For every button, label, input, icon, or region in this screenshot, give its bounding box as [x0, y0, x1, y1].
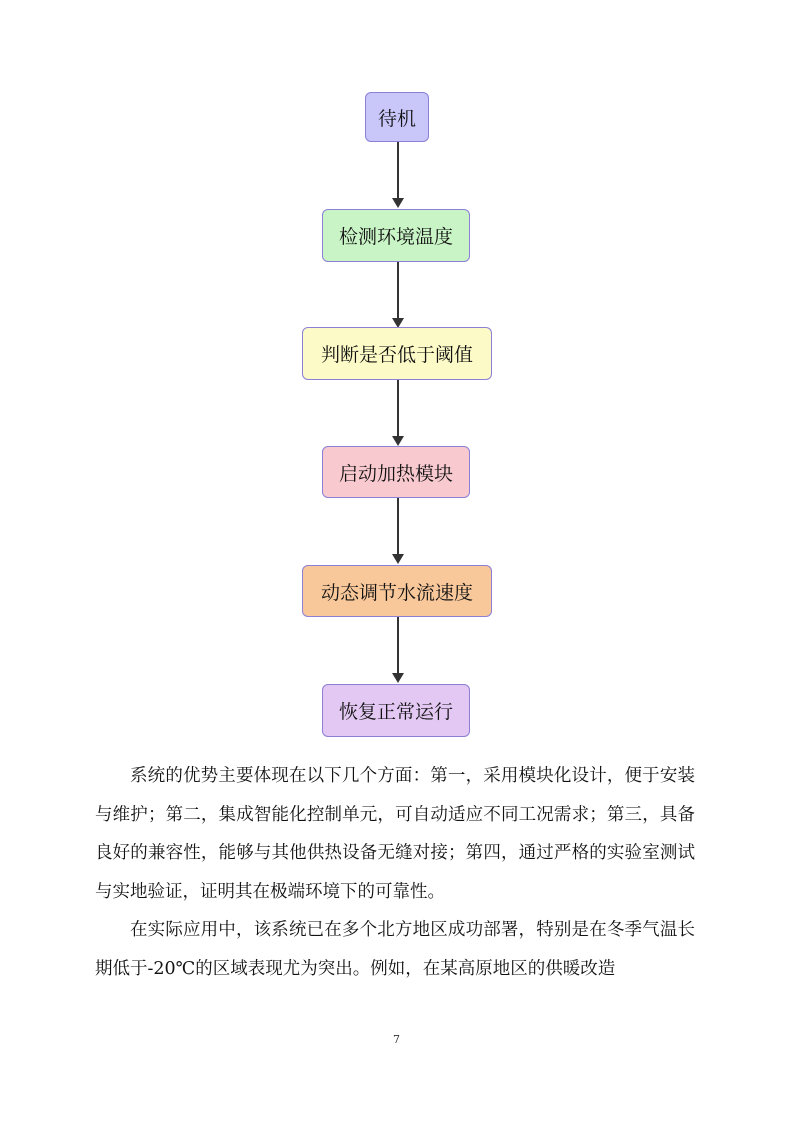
node-check-threshold: 判断是否低于阈值: [302, 327, 492, 380]
arrow-2: [397, 262, 399, 322]
arrow-4: [397, 498, 399, 558]
node-resume-normal: 恢复正常运行: [322, 684, 470, 737]
node-adjust-flow: 动态调节水流速度: [302, 565, 492, 617]
arrowhead-4: [392, 554, 404, 564]
arrow-1: [397, 142, 399, 202]
arrow-3: [397, 380, 399, 440]
arrowhead-3: [392, 436, 404, 446]
page-number: 7: [393, 1033, 400, 1046]
node-standby: 待机: [365, 92, 429, 142]
paragraph-application: 在实际应用中，该系统已在多个北方地区成功部署，特别是在冬季气温长期低于-20℃的区域表现尤为突出。例如，在某高原地区的供暖改造: [95, 920, 695, 979]
arrowhead-5: [392, 673, 404, 683]
node-start-heating: 启动加热模块: [322, 446, 470, 498]
paragraph-advantages: 系统的优势主要体现在以下几个方面：第一，采用模块化设计，便于安装与维护；第二，集成智能化控制单元，可自动适应不同工况需求；第三，具备良好的兼容性，能够与其他供热设备无缝对接；第四，通过严格的实验室测试与实地验证，证明其在极端环境下的可靠性。: [95, 766, 695, 902]
arrowhead-1: [392, 198, 404, 208]
node-detect-temperature: 检测环境温度: [322, 209, 470, 262]
arrow-5: [397, 617, 399, 677]
